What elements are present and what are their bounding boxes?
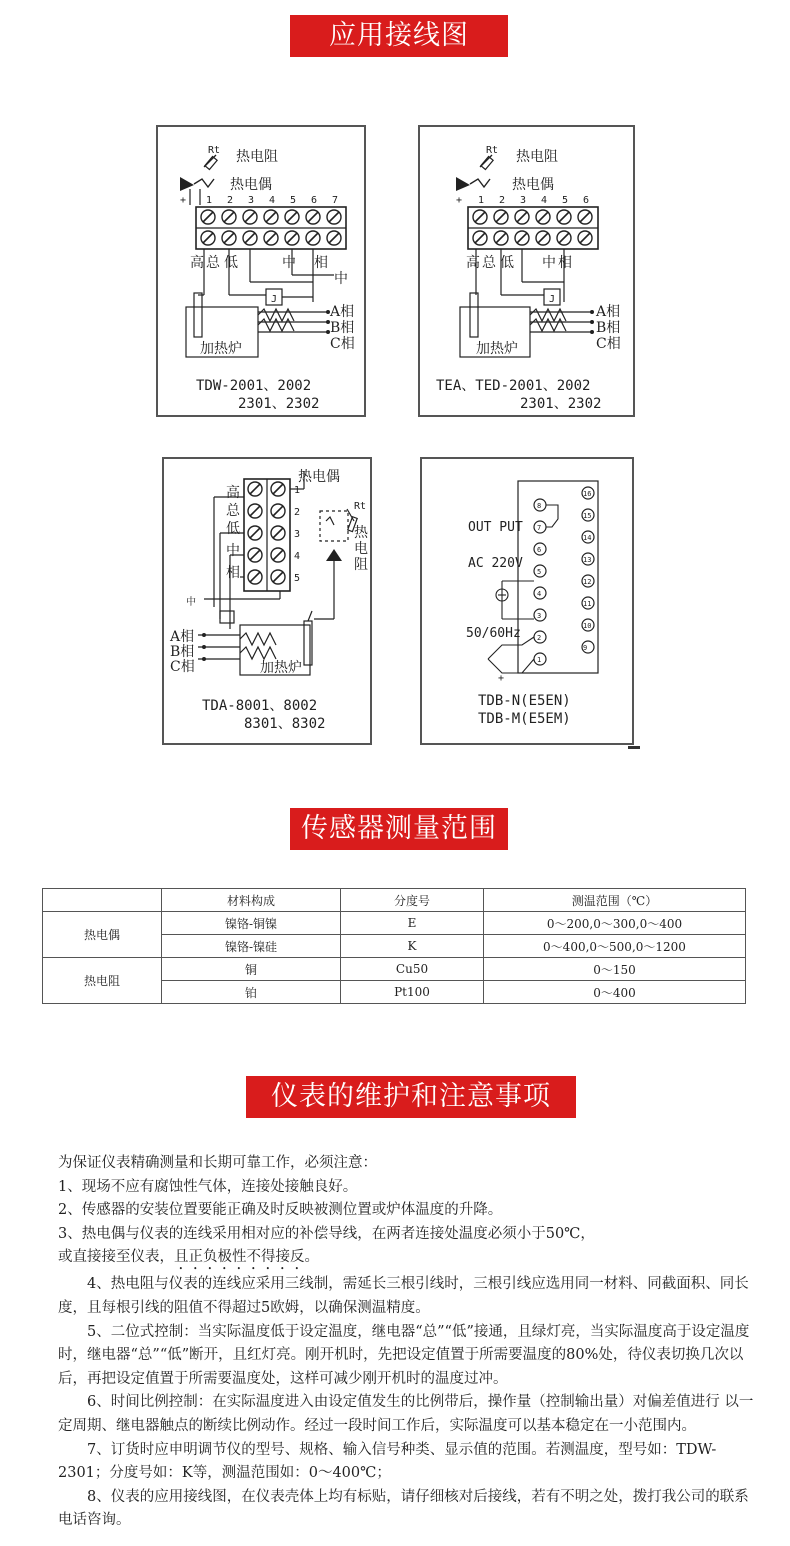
wiring-panel-tdb [420,457,634,745]
svg-text:A相: A相 [596,304,621,320]
svg-text:3: 3 [294,529,301,540]
svg-text:16: 16 [583,490,592,498]
furnace-label: 加热炉 [200,341,242,357]
svg-text:高: 高 [226,485,240,501]
maintenance-banner: 仪表的维护和注意事项 [246,1076,576,1118]
svg-text:Rt: Rt [486,145,499,156]
output-label: OUT PUT [468,520,523,535]
sensor-arrow-icon [180,177,194,191]
note-8: 8、仪表的应用接线图，在仪表壳体上均有标贴，请仔细核对后接线，若有不明之处，拨打我公司的联系电话咨询。 [58,1488,749,1529]
svg-text:2: 2 [227,195,234,206]
svg-text:4: 4 [294,551,301,562]
svg-text:6: 6 [537,546,542,554]
svg-text:5: 5 [537,568,542,576]
sensor-range-banner: 传感器测量范围 [290,808,508,850]
col-header-material: 材料构成 [162,889,341,912]
note-7: 7、订货时应申明调节仪的型号、规格、输入信号种类、显示值的范围。若测温度，型号如：TDW-2301；分度号如：K等，测温范围如：0～400℃； [58,1441,717,1482]
svg-text:热电阻: 热电阻 [516,149,558,165]
svg-text:4: 4 [537,590,542,598]
svg-text:2: 2 [294,507,301,518]
svg-text:中: 中 [542,255,556,271]
svg-text:11: 11 [583,600,592,608]
wiring-diagram-tea-ted [420,127,633,415]
svg-text:C相: C相 [330,336,355,352]
model-caption-line2: TDB-M(E5EM) [478,711,571,727]
wiring-panel-tea-ted [418,125,635,417]
svg-text:3: 3 [520,195,527,206]
svg-text:5: 5 [294,573,301,584]
model-caption-line1: TDA-8001、8002 [202,698,318,714]
resistor-label: 热电阻 [236,149,278,165]
svg-text:14: 14 [583,534,592,542]
svg-text:电: 电 [354,541,368,557]
svg-text:加热炉: 加热炉 [260,660,302,676]
svg-text:+: + [498,673,505,684]
note-3-cont: 或直接接至仪表，且正负极性不得接反。 [58,1249,319,1266]
model-caption-line2: 2301、2302 [238,396,320,412]
svg-text:高: 高 [190,255,204,271]
svg-text:J: J [549,294,556,305]
svg-text:5: 5 [290,195,297,206]
svg-text:10: 10 [583,622,592,630]
svg-text:12: 12 [583,578,592,586]
svg-text:中: 中 [334,271,348,287]
svg-text:B相: B相 [596,320,621,336]
svg-text:C相: C相 [170,659,195,675]
model-caption-line1: TDB-N(E5EN) [478,693,571,709]
table-row: 热电偶 镍铬-铜镍 E 0～200,0～300,0～400 [43,912,746,935]
svg-text:1: 1 [478,195,485,206]
rt-label: Rt [208,145,221,156]
note-2: 2、传感器的安装位置要能正确及时反映被测位置或炉体温度的升降。 [58,1202,503,1219]
svg-text:热电偶: 热电偶 [298,469,340,485]
svg-text:中: 中 [186,597,196,608]
svg-text:15: 15 [583,512,592,520]
svg-text:7: 7 [537,524,542,532]
svg-text:阻: 阻 [354,557,368,573]
model-caption-line1: TEA、TED-2001、2002 [436,378,591,394]
svg-text:相: 相 [558,255,572,271]
model-caption-line1: TDW-2001、2002 [196,378,312,394]
terminal-number: 1 [206,195,213,206]
svg-text:Rt: Rt [354,501,367,512]
svg-text:5: 5 [562,195,569,206]
svg-text:B相: B相 [170,644,195,660]
table-header-row [43,889,746,912]
svg-text:+: + [456,195,463,206]
svg-text:2: 2 [537,634,542,642]
svg-text:1: 1 [294,485,301,496]
svg-text:热: 热 [354,525,368,541]
wiring-panel-tda [162,457,372,745]
maintenance-notes [58,1152,758,1533]
svg-text:中: 中 [226,543,240,559]
svg-text:13: 13 [583,556,592,564]
svg-text:B相: B相 [330,320,355,336]
table-row: 热电阻 铜 Cu50 0～150 [43,958,746,981]
note-4: 4、热电阻与仪表的连线应采用三线制，需延长三根引线时，三根引线应选用同一材料、同截面积、同长度，且每根引线的阻值不得超过5欧姆，以确保测温精度。 [58,1276,749,1316]
svg-text:热电偶: 热电偶 [512,177,554,193]
panel-shadow-mark [628,746,640,749]
sensor-arrow-icon [456,177,470,191]
note-5: 5、二位式控制：当实际温度低于设定温度，继电器“总”“低”接通，且绿灯亮，当实际温度高于设定温度时，继电器“总”“低”断开，且红灯亮。刚开机时，先把设定值置于所需要温度的80%处，待仪表切换几次以后，再把设定值置于所需要温度处，这样可减少刚开机时的温度过冲。 [58,1323,750,1387]
note-1: 1、现场不应有腐蚀性气体，连接处接触良好。 [58,1178,358,1195]
group-thermocouple: 热电偶 [43,912,162,958]
model-caption-line2: 2301、2302 [520,396,602,412]
group-resistor: 热电阻 [43,958,162,1004]
svg-text:A相: A相 [170,629,195,645]
svg-text:7: 7 [332,195,339,206]
svg-text:8: 8 [537,502,542,510]
svg-text:加热炉: 加热炉 [476,341,518,357]
svg-text:C相: C相 [596,336,621,352]
svg-text:+: + [180,195,187,206]
model-caption-line2: 8301、8302 [244,716,326,732]
thermocouple-label: 热电偶 [230,177,272,193]
svg-text:6: 6 [311,195,318,206]
svg-text:低: 低 [226,521,240,537]
note-6: 6、时间比例控制：在实际温度进入由设定值发生的比例带后，操作量（控制输出量）对偏差值进行 以一定周期、继电器触点的断续比例动作。经过一段时间工作后，实际温度可以基本稳定在一小范围内。 [58,1394,754,1434]
svg-text:中: 中 [282,255,296,271]
svg-text:总: 总 [226,503,240,519]
svg-text:4: 4 [269,195,276,206]
svg-text:相: 相 [314,255,328,271]
svg-text:总: 总 [482,255,496,271]
table-row: 铂 Pt100 0～400 [43,981,746,1004]
col-header-code: 分度号 [341,889,484,912]
sensor-range-table [42,888,746,1004]
emphasized-text: 且正负极性不得接反 [174,1249,305,1266]
table-row: 镍铬-镍硅 K 0～400,0～500,0～1200 [43,935,746,958]
svg-text:4: 4 [541,195,548,206]
svg-text:相: 相 [226,565,240,581]
svg-text:1: 1 [537,656,542,664]
svg-text:A相: A相 [330,304,355,320]
svg-text:2: 2 [499,195,506,206]
wiring-diagram-tdw [158,127,364,415]
svg-text:高: 高 [466,255,480,271]
svg-text:总: 总 [206,255,220,271]
ac-voltage-label: AC 220V [468,556,523,571]
col-header-range: 测温范围（℃） [484,889,746,912]
relay-label: J [271,294,278,305]
wiring-panel-tdw [156,125,366,417]
svg-text:9: 9 [583,644,588,652]
wiring-diagram-banner: 应用接线图 [290,15,508,57]
svg-text:3: 3 [537,612,542,620]
svg-text:低: 低 [224,255,238,271]
svg-text:低: 低 [500,255,514,271]
svg-text:6: 6 [583,195,590,206]
note-3: 3、热电偶与仪表的连线采用相对应的补偿导线，在两者连接处温度必须小于50℃， [58,1225,595,1242]
frequency-label: 50/60Hz [466,626,521,641]
svg-text:3: 3 [248,195,255,206]
notes-intro: 为保证仪表精确测量和长期可靠工作，必须注意： [58,1155,377,1171]
